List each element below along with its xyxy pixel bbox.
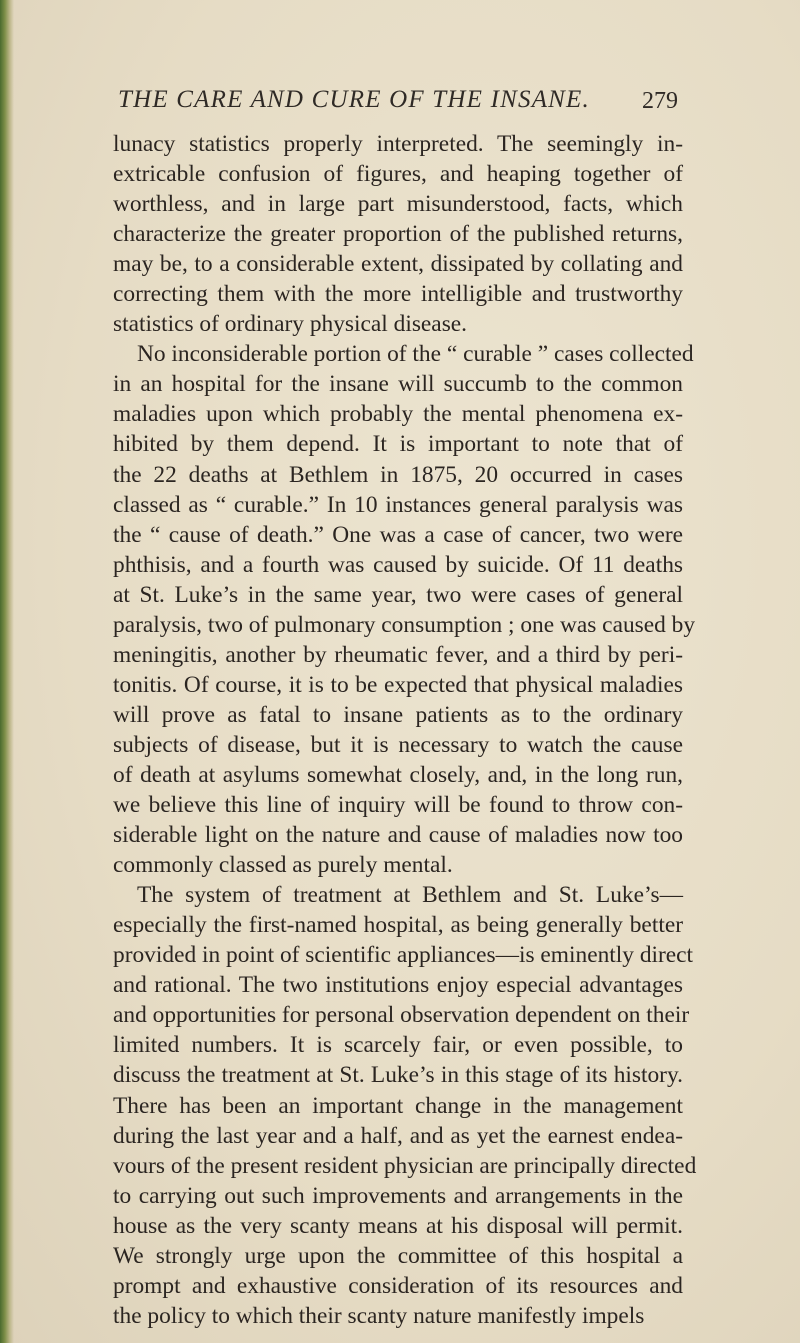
text-line: paralysis, two of pulmonary consumption ; one was caused by [113,611,696,638]
text-line: commonly classed as purely mental. [113,852,453,879]
running-title: THE CARE AND CURE OF THE INSANE. [118,86,590,113]
text-line: statistics of ordinary physical disease. [113,311,468,338]
text-line: correcting them with the more intelligible and trustworthy [113,281,683,308]
text-line: of death at asylums somewhat closely, and, in the long run, [113,761,683,788]
text-line: maladies upon which probably the mental phenomena ex- [113,401,683,428]
text-line: lunacy statistics properly interpreted. The seemingly in- [113,131,683,157]
text-line: phthisis, and a fourth was caused by suicide. Of 11 deaths [113,551,683,578]
text-line: the 22 deaths at Bethlem in 1875, 20 occurred in cases [113,461,683,488]
text-line: hibited by them depend. It is important to note that of [113,431,683,458]
text-line: and rational. The two institutions enjoy especial advantages [113,972,683,999]
text-line: and opportunities for personal observation dependent on their [113,1002,690,1029]
text-line: may be, to a considerable extent, dissipated by collating and [113,251,683,278]
text-line: extricable confusion of figures, and heaping together of [113,161,683,188]
text-line: discuss the treatment at St. Luke’s in this stage of its history. [113,1062,683,1089]
text-line: in an hospital for the insane will succumb to the common [113,371,683,398]
text-line: the policy to which their scanty nature manifestly impels [113,1302,645,1329]
body-text [113,129,697,1331]
text-line: We strongly urge upon the committee of this hospital a [113,1242,683,1269]
text-line: subjects of disease, but it is necessary to watch the cause [113,731,683,758]
text-line: limited numbers. It is scarcely fair, or even possible, to [113,1032,683,1059]
text-line: will prove as fatal to insane patients as to the ordinary [113,701,683,728]
text-line: house as the very scanty means at his disposal will permit. [113,1212,683,1239]
text-line: worthless, and in large part misunderstood, facts, which [113,191,683,218]
text-line: during the last year and a half, and as yet the earnest endea- [113,1122,683,1149]
text-line: There has been an important change in the management [113,1092,683,1119]
text-line: to carrying out such improvements and arrangements in the [113,1182,683,1209]
text-line: especially the first-named hospital, as being generally better [113,912,683,939]
text-line: characterize the greater proportion of the published returns, [113,221,683,248]
text-line: classed as “ curable.” In 10 instances general paralysis was [113,491,683,518]
book-binding-edge [0,0,14,1343]
text-line: siderable light on the nature and cause of maladies now too [113,822,683,849]
page-number: 279 [642,88,678,114]
text-line: we believe this line of inquiry will be found to throw con- [113,792,683,819]
text-line: the “ cause of death.” One was a case of cancer, two were [113,521,683,548]
text-line: prompt and exhaustive consideration of its resources and [113,1272,683,1299]
text-line: vours of the present resident physician are principally directed [113,1152,697,1179]
text-line: tonitis. Of course, it is to be expected that physical maladies [113,671,683,698]
paragraph-start-line: No inconsiderable portion of the “ curable ” cases collected [137,341,694,368]
running-head [118,86,678,120]
text-line: at St. Luke’s in the same year, two were cases of general [113,581,683,608]
paragraph-start-line: The system of treatment at Bethlem and St. Luke’s— [137,882,683,909]
text-line: provided in point of scientific appliances—is eminently direct [113,942,694,969]
text-line: meningitis, another by rheumatic fever, and a third by peri- [113,641,683,668]
